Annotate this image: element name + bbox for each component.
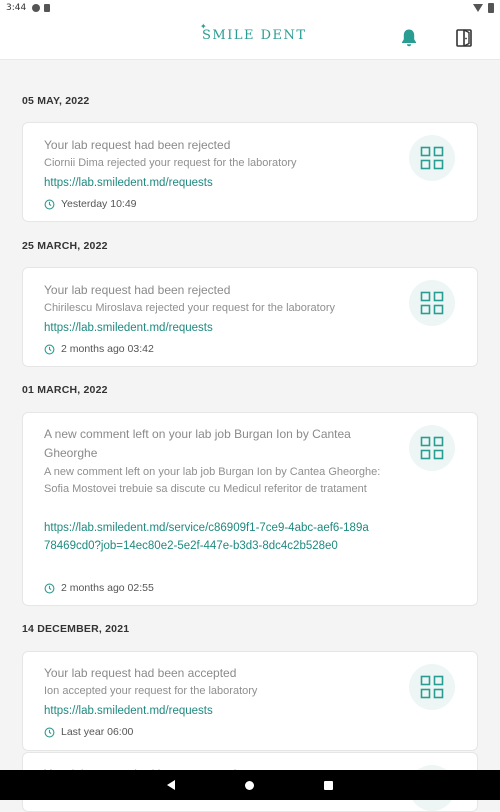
notification-card[interactable] xyxy=(22,651,478,751)
grid-icon xyxy=(420,675,444,699)
section-date: 05 MAY, 2022 xyxy=(22,95,90,107)
notification-time xyxy=(44,198,137,210)
grid-icon xyxy=(420,436,444,460)
open-request-button[interactable] xyxy=(409,664,455,710)
notifications-list[interactable] xyxy=(0,60,500,770)
notification-title: Your lab request had been rejected xyxy=(44,283,231,297)
status-time: 3:44 xyxy=(6,3,27,13)
notification-time-text: 2 months ago 02:55 xyxy=(61,582,154,594)
grid-icon xyxy=(420,291,444,315)
app-bar xyxy=(0,16,500,60)
open-request-button[interactable] xyxy=(409,135,455,181)
notification-body: A new comment left on your lab job Burgan Ion by Cantea Gheorghe: Sofia Mostovei trebuie sa discute cu Medicul referitor de tratament xyxy=(44,466,381,495)
back-icon[interactable] xyxy=(167,780,175,790)
clock-icon xyxy=(44,199,55,210)
notification-time-text: Yesterday 10:49 xyxy=(61,198,137,210)
smile-dent-logo xyxy=(200,22,307,43)
system-nav-bar xyxy=(0,770,500,800)
notification-body: Chirilescu Miroslava rejected your request for the laboratory xyxy=(44,302,336,314)
notification-title: A new comment left on your lab job Burgan Ion by Cantea Gheorghe xyxy=(44,427,351,460)
open-request-button[interactable] xyxy=(409,425,455,471)
wifi-icon xyxy=(473,4,483,12)
home-icon[interactable] xyxy=(245,781,254,790)
notification-link[interactable]: https://lab.smiledent.md/requests xyxy=(44,705,213,717)
notification-time xyxy=(44,726,133,738)
notification-card[interactable] xyxy=(22,267,478,367)
notification-time xyxy=(44,582,154,594)
clock-icon xyxy=(44,727,55,738)
notification-link[interactable]: https://lab.smiledent.md/service/c86909f1-7ce9-4abc-aef6-189a78469cd0?job=14ec80e2-5e2f-447e-b3d3-8dc4c2b528e0 xyxy=(44,522,369,552)
recent-apps-icon[interactable] xyxy=(324,781,333,790)
notification-card[interactable] xyxy=(22,412,478,606)
grid-icon xyxy=(420,146,444,170)
clock-icon xyxy=(44,583,55,594)
section-date: 14 DECEMBER, 2021 xyxy=(22,623,130,635)
notification-link[interactable]: https://lab.smiledent.md/requests xyxy=(44,322,213,334)
sparkle-icon: ✦ xyxy=(200,22,209,31)
notification-time-text: Last year 06:00 xyxy=(61,726,134,738)
logout-door-icon[interactable] xyxy=(455,28,473,48)
storage-icon xyxy=(44,4,50,12)
clock-icon xyxy=(44,344,55,355)
logo-text: SMILE DENT xyxy=(202,28,307,43)
section-date: 01 MARCH, 2022 xyxy=(22,384,108,396)
notification-title: Your lab request had been accepted xyxy=(44,666,237,680)
notification-time-text: 2 months ago 03:42 xyxy=(61,343,154,355)
status-bar xyxy=(0,0,500,16)
notification-card[interactable] xyxy=(22,122,478,222)
battery-icon xyxy=(488,3,494,13)
notification-body: Ciornii Dima rejected your request for the laboratory xyxy=(44,157,297,169)
notification-time xyxy=(44,343,154,355)
bell-icon[interactable] xyxy=(400,28,418,48)
open-request-button[interactable] xyxy=(409,280,455,326)
section-date: 25 MARCH, 2022 xyxy=(22,240,108,252)
notification-title: Your lab request had been rejected xyxy=(44,138,231,152)
notification-body: Ion accepted your request for the laboratory xyxy=(44,685,258,697)
notification-app-icon xyxy=(32,4,40,12)
notification-link[interactable]: https://lab.smiledent.md/requests xyxy=(44,177,213,189)
